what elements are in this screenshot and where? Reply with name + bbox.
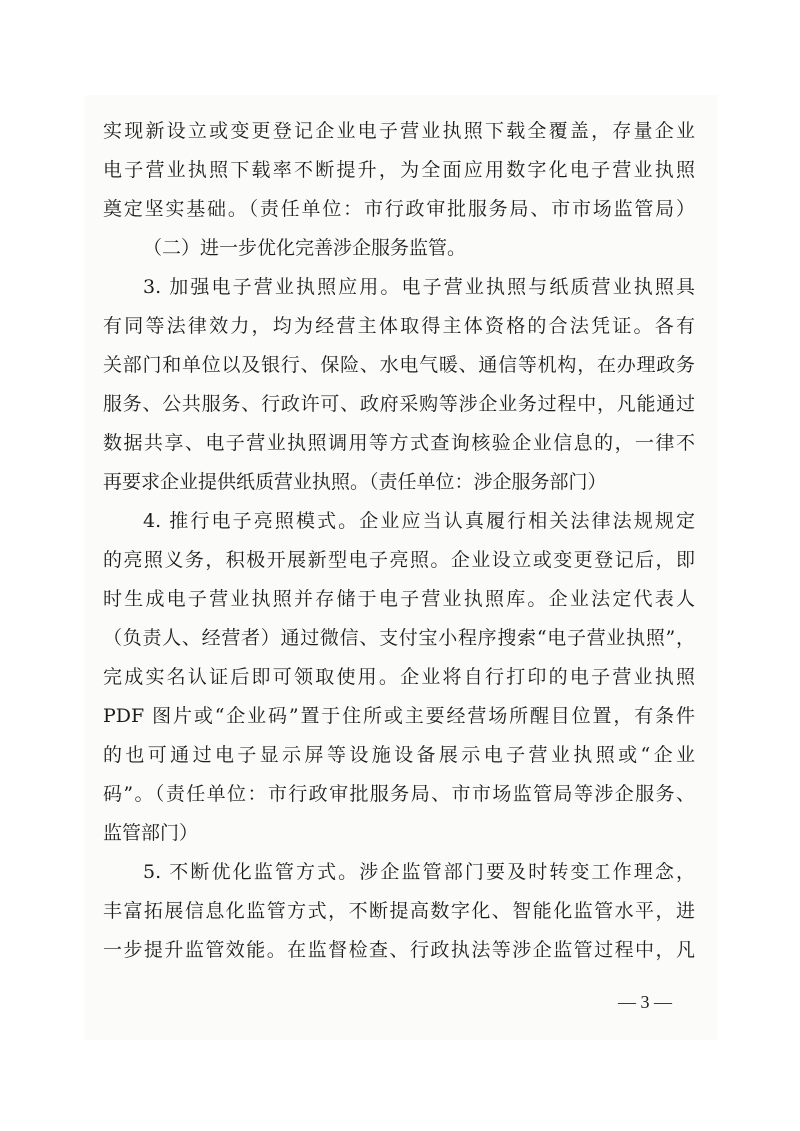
document-body — [103, 112, 695, 970]
text-line: 5. 不断优化监管方式。涉企监管部门要及时转变工作理念， — [143, 861, 695, 883]
text-line: 时生成电子营业执照并存储于电子营业执照库。企业法定代表人 — [103, 588, 695, 610]
text-line: 实现新设立或变更登记企业电子营业执照下载全覆盖，存量企业 — [103, 120, 695, 142]
text-line: 奠定坚实基础。（责任单位：市行政审批服务局、市市场监管局） — [103, 198, 695, 220]
text-line: 完成实名认证后即可领取使用。企业将自行打印的电子营业执照 — [103, 666, 695, 688]
text-line: 的亮照义务，积极开展新型电子亮照。企业设立或变更登记后，即 — [103, 549, 695, 571]
text-line: 关部门和单位以及银行、保险、水电气暖、通信等机构，在办理政务 — [103, 354, 695, 376]
paragraph-item-5 — [103, 853, 695, 970]
text-line: 有同等法律效力，均为经营主体取得主体资格的合法凭证。各有 — [103, 315, 695, 337]
paragraph-intro — [103, 112, 695, 229]
text-line: 电子营业执照下载率不断提升，为全面应用数字化电子营业执照 — [103, 159, 695, 181]
heading-text: （二）进一步优化完善涉企服务监管。 — [143, 237, 467, 259]
text-line: 服务、公共服务、行政许可、政府采购等涉企业务过程中，凡能通过 — [103, 393, 695, 415]
paragraph-item-4 — [103, 502, 695, 853]
text-line: 3. 加强电子营业执照应用。电子营业执照与纸质营业执照具 — [143, 276, 695, 298]
text-line: 再要求企业提供纸质营业执照。（责任单位：涉企服务部门） — [103, 471, 607, 493]
text-line: 码”。（责任单位：市行政审批服务局、市市场监管局等涉企服务、 — [103, 783, 695, 805]
text-line: （负责人、经营者）通过微信、支付宝小程序搜索“电子营业执照”， — [103, 627, 695, 649]
text-line: 一步提升监管效能。在监督检查、行政执法等涉企监管过程中，凡 — [103, 939, 695, 961]
text-line: 4. 推行电子亮照模式。企业应当认真履行相关法律法规规定 — [143, 510, 695, 532]
text-line: 数据共享、电子营业执照调用等方式查询核验企业信息的，一律不 — [103, 432, 695, 454]
section-heading — [103, 229, 695, 268]
text-line: 监管部门） — [103, 822, 199, 844]
text-line: 的也可通过电子显示屏等设施设备展示电子营业执照或“企业 — [103, 744, 695, 766]
text-line: 丰富拓展信息化监管方式，不断提高数字化、智能化监管水平，进 — [103, 900, 695, 922]
page-number: — 3 — — [618, 992, 672, 1012]
text-line: PDF 图片或“企业码”置于住所或主要经营场所醒目位置，有条件 — [103, 705, 695, 727]
paragraph-item-3 — [103, 268, 695, 502]
